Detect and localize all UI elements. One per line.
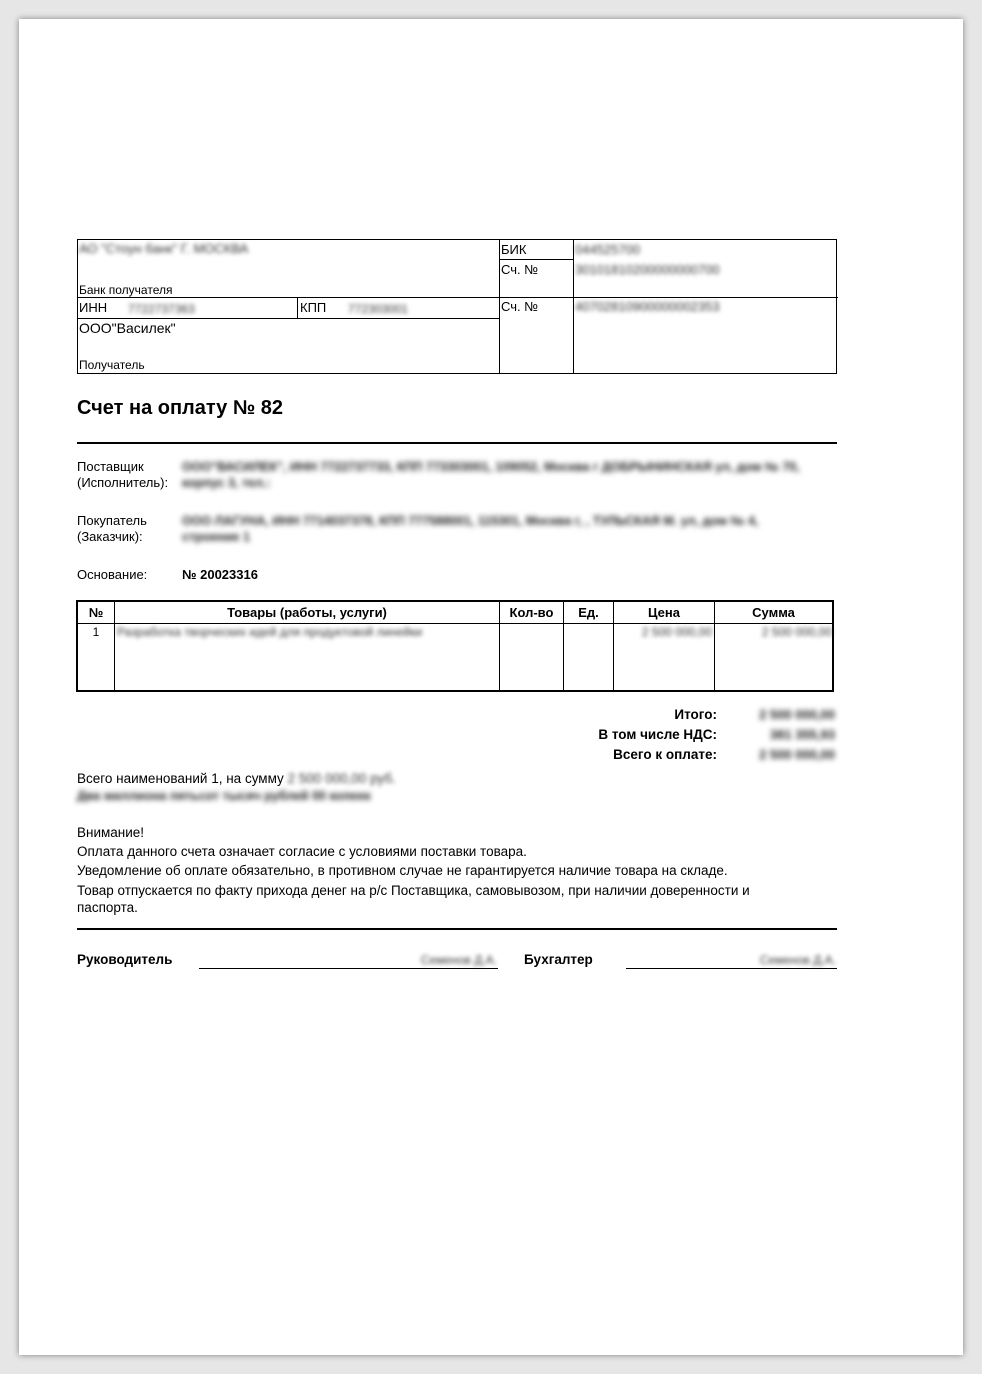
items-count-summary bbox=[77, 770, 837, 787]
title-divider bbox=[77, 442, 837, 444]
bank-name: АО "Стоун банк" Г. МОСКВА bbox=[79, 241, 249, 256]
row-price: 2 500 000,00 bbox=[641, 625, 712, 639]
bank-hline bbox=[499, 259, 573, 260]
kpp-value: 772303001 bbox=[348, 302, 409, 316]
account-value: 40702810900000002353 bbox=[575, 299, 720, 314]
recipient-caption: Получатель bbox=[79, 358, 145, 372]
header-goods: Товары (работы, услуги) bbox=[227, 605, 387, 620]
bank-caption: Банк получателя bbox=[79, 283, 173, 297]
count-sum: 2 500 000,00 руб. bbox=[287, 771, 396, 786]
total-value: 2 500 000,00 bbox=[759, 707, 835, 722]
supplier-label bbox=[77, 459, 168, 491]
bank-hline bbox=[78, 318, 499, 319]
notes-line: Товар отпускается по факту прихода денег на р/с Поставщика, самовывозом, при наличии доверенности и паспорта. bbox=[77, 883, 750, 915]
corr-account-label: Сч. № bbox=[501, 262, 539, 277]
head-signature-label: Руководитель bbox=[77, 952, 173, 967]
inn-label: ИНН bbox=[79, 300, 108, 315]
bank-hline bbox=[499, 297, 838, 298]
accountant-signature-name: Семенов Д.А. bbox=[759, 953, 836, 967]
invoice-sheet bbox=[19, 19, 963, 1355]
buyer-label-line: Покупатель bbox=[77, 513, 147, 528]
accountant-signature-line bbox=[626, 968, 837, 969]
head-signature-line bbox=[199, 968, 498, 969]
notes-attention: Внимание! bbox=[77, 825, 145, 840]
bank-details-table bbox=[77, 239, 837, 374]
header-sum: Сумма bbox=[752, 605, 795, 620]
row-name: Разработка творческих идей для продуктовой линейки bbox=[117, 625, 423, 639]
header-divider bbox=[78, 623, 832, 624]
inn-value: 7722737363 bbox=[128, 302, 195, 316]
pay-label: Всего к оплате: bbox=[613, 747, 717, 762]
footer-divider bbox=[77, 928, 837, 930]
buyer-value bbox=[182, 513, 842, 545]
notes-line: Уведомление об оплате обязательно, в противном случае не гарантируется наличие товара на складе. bbox=[77, 863, 728, 878]
vat-value: 381 355,93 bbox=[769, 727, 835, 742]
bank-divider bbox=[573, 239, 574, 374]
supplier-label-line: Поставщик bbox=[77, 459, 144, 474]
supplier-value bbox=[182, 459, 842, 491]
count-text: Всего наименований 1, на сумму bbox=[77, 771, 284, 786]
notes-line: Оплата данного счета означает согласие с условиями поставки товара. bbox=[77, 844, 527, 859]
buyer-label-line: (Заказчик): bbox=[77, 529, 143, 544]
header-num: № bbox=[88, 605, 104, 620]
total-label: Итого: bbox=[674, 707, 717, 722]
recipient-name: ООО"Василек" bbox=[79, 320, 176, 336]
page-title: Счет на оплату № 82 bbox=[77, 397, 283, 419]
bik-value: 044525700 bbox=[575, 242, 641, 257]
basis-label: Основание: bbox=[77, 567, 148, 582]
account-label: Сч. № bbox=[501, 299, 539, 314]
buyer-label bbox=[77, 513, 147, 545]
kpp-label: КПП bbox=[300, 300, 327, 315]
buyer-line: ООО ЛАГУНА, ИНН 7714037378, КПП 777588001, 115301, Москва г, , ТУЛЬСКАЯ М. ул, дом № 4, bbox=[182, 514, 759, 528]
basis-value: № 20023316 bbox=[182, 567, 258, 582]
row-num: 1 bbox=[92, 625, 100, 639]
pay-value: 2 500 000,00 bbox=[759, 747, 835, 762]
head-signature-name: Семенов Д.А. bbox=[420, 953, 497, 967]
header-qty: Кол-во bbox=[509, 605, 554, 620]
corr-account-value: 30101810200000000700 bbox=[575, 262, 720, 277]
supplier-line: корпус 3, тел.: bbox=[182, 476, 271, 490]
items-table bbox=[76, 600, 834, 692]
sum-in-words: Два миллиона пятьсот тысяч рублей 00 копеек bbox=[77, 789, 371, 803]
header-unit: Ед. bbox=[578, 605, 599, 620]
supplier-label-line: (Исполнитель): bbox=[77, 475, 169, 490]
bank-divider bbox=[297, 297, 298, 318]
bik-label: БИК bbox=[501, 242, 527, 257]
header-price: Цена bbox=[648, 605, 680, 620]
row-sum: 2 500 000,00 bbox=[761, 625, 832, 639]
accountant-signature-label: Бухгалтер bbox=[524, 952, 593, 967]
buyer-line: строение 1 bbox=[182, 530, 250, 544]
vat-label: В том числе НДС: bbox=[598, 727, 717, 742]
supplier-line: ООО"ВАСИЛЕК", ИНН 7722737733, КПП 773303001, 109052, Москва г ДОБРЫНИНСКАЯ ул, дом № 70, bbox=[182, 460, 800, 474]
